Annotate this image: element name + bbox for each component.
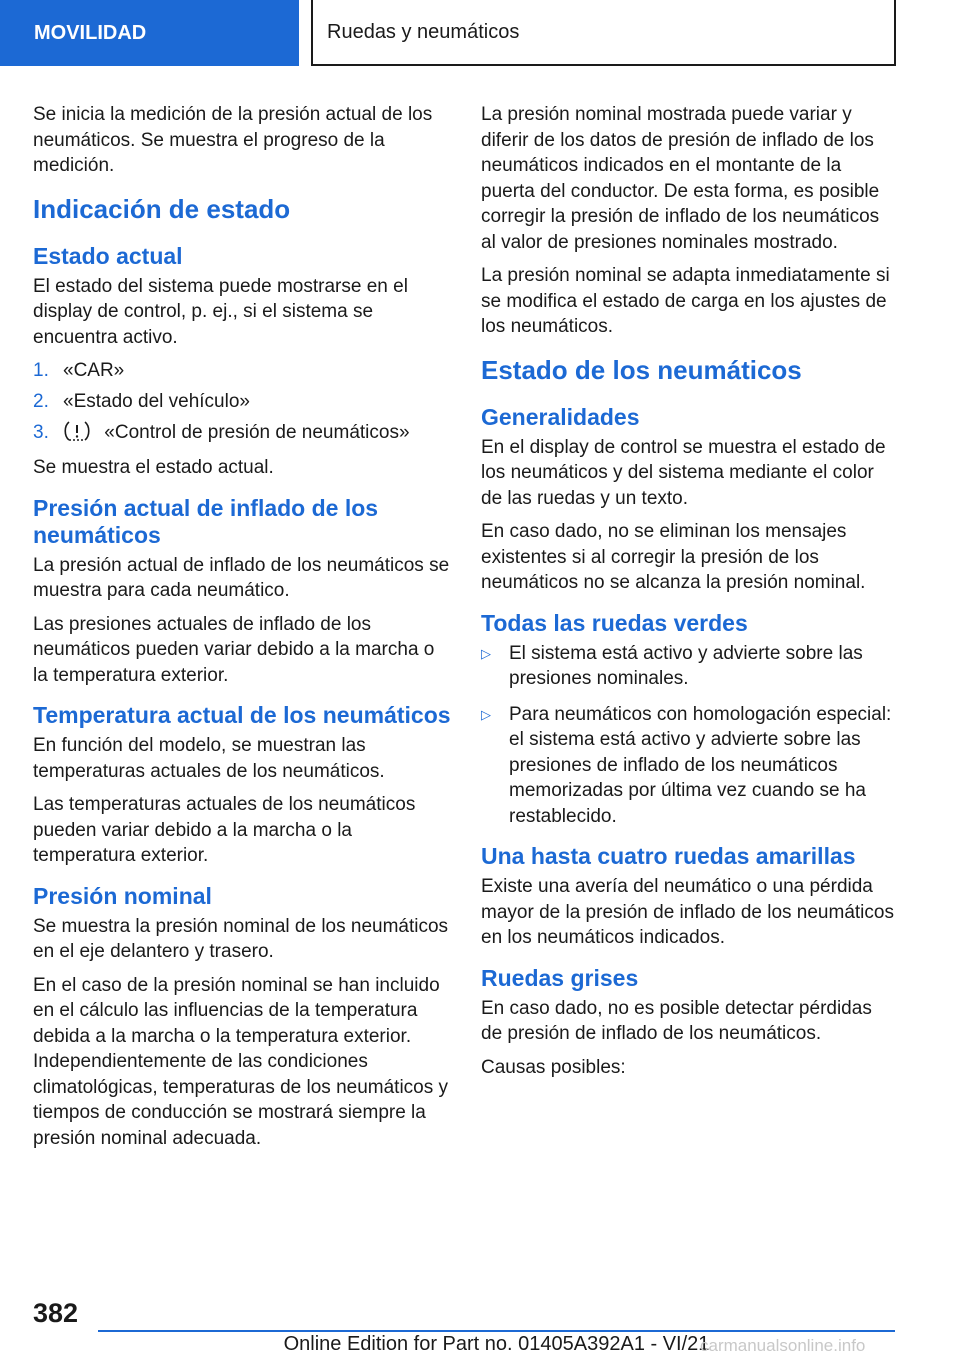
paragraph-general-2: En caso dado, no se eliminan los mensajes existentes si al corregir la presión de los neumáticos no se alcanza la presión nominal. <box>481 521 866 593</box>
step-number: 3. <box>33 422 49 443</box>
tpms-warning-icon <box>63 420 91 449</box>
section-tab: MOVILIDAD <box>0 0 299 66</box>
chapter-title: Ruedas y neumáticos <box>311 0 896 66</box>
paragraph-causes: Causas posibles: <box>481 1056 626 1078</box>
triangle-bullet-icon: ▷ <box>481 706 491 722</box>
paragraph-status-shown: Se muestra el estado actual. <box>33 457 274 478</box>
list-item-text: Para neumáticos con homologación especial: el sistema está activo y advierte sobre las presiones de inflado de los neumáticos memorizadas por última vez cuando se ha restablecido. <box>509 703 892 827</box>
right-column <box>481 102 896 1088</box>
paragraph-general-1: En el display de control se muestra el estado de los neumáticos y del sistema mediante el color de las ruedas y un texto. <box>481 436 886 509</box>
heading-current-pressure: Presión actual de inflado de los neumáticos <box>33 494 379 548</box>
triangle-bullet-icon: ▷ <box>481 645 491 661</box>
step-text: «Control de presión de neumáticos» <box>104 422 410 443</box>
steps-list <box>33 358 451 449</box>
step-item <box>33 358 451 383</box>
paragraph-nominal-1: Se muestra la presión nominal de los neumáticos en el eje delantero y trasero. <box>33 915 449 962</box>
paragraph-grey: En caso dado, no es posible detectar pérdidas de presión de inflado de los neumáticos. <box>481 997 872 1044</box>
list-item <box>481 641 896 692</box>
step-number: 2. <box>33 391 49 412</box>
step-item <box>33 420 451 449</box>
paragraph-current-status: El estado del sistema puede mostrarse en el display de control, p. ej., si el sistema se encuentra activo. <box>33 275 408 348</box>
heading-all-green: Todas las ruedas verdes <box>481 609 748 636</box>
paragraph-pressure-2: Las presiones actuales de inflado de los neumáticos pueden variar debido a la marcha o la temperatura exterior. <box>33 613 435 686</box>
heading-general: Generalidades <box>481 403 640 430</box>
step-number: 1. <box>33 360 49 381</box>
step-item <box>33 389 451 414</box>
left-column <box>33 102 451 1159</box>
heading-tire-status: Estado de los neumáticos <box>481 354 802 385</box>
heading-nominal-pressure: Presión nominal <box>33 882 212 909</box>
step-text: «CAR» <box>63 360 125 381</box>
heading-grey-wheels: Ruedas grises <box>481 964 639 991</box>
page-header <box>0 0 960 66</box>
paragraph-nominal-adapts: La presión nominal se adapta inmediatamente si se modifica el estado de carga en los ajustes de los neumáticos. <box>481 265 890 337</box>
page-number: 382 <box>33 1298 79 1328</box>
watermark: carmanualsonline.info <box>700 1336 866 1355</box>
heading-status-indication: Indicación de estado <box>33 193 291 224</box>
paragraph-nominal-varies: La presión nominal mostrada puede variar y diferir de los datos de presión de inflado de los neumáticos indicados en el montante de la puerta del conductor. De esta forma, es posible corregir la presión de inflado de los neumáticos al valor de presiones nominales mostrado. <box>481 104 880 253</box>
paragraph-yellow: Existe una avería del neumático o una pérdida mayor de la presión de inflado de los neumáticos en los neumáticos indicados. <box>481 876 894 948</box>
footer-divider <box>98 1330 895 1332</box>
heading-current-status: Estado actual <box>33 242 183 269</box>
list-item <box>481 702 896 830</box>
footer-edition: Online Edition for Part no. 01405A392A1 - VI/21 <box>283 1333 710 1355</box>
paragraph-nominal-2: En el caso de la presión nominal se han incluido en el cálculo las influencias de la temperatura debida a la marcha o la temperatura exterior. Independientemente de las condiciones climatológicas, temperaturas de los neumáticos y tiempos de conducción se mostrará siempre la presión nominal adecuada. <box>33 974 449 1149</box>
heading-yellow-wheels: Una hasta cuatro ruedas amarillas <box>481 843 856 869</box>
list-item-text: El sistema está activo y advierte sobre las presiones nominales. <box>509 642 863 689</box>
paragraph-temperature-1: En función del modelo, se muestran las temperaturas actuales de los neumáticos. <box>33 735 385 782</box>
heading-current-temperature: Temperatura actual de los neumáticos <box>33 702 451 728</box>
paragraph-pressure-1: La presión actual de inflado de los neumáticos se muestra para cada neumático. <box>33 554 450 601</box>
intro-paragraph: Se inicia la medición de la presión actual de los neumáticos. Se muestra el progreso de la medición. <box>33 104 433 176</box>
paragraph-temperature-2: Las temperaturas actuales de los neumáticos pueden variar debido a la marcha o la temperatura exterior. <box>33 794 416 866</box>
green-bullets-list <box>481 641 896 830</box>
step-text: «Estado del vehículo» <box>63 391 250 412</box>
